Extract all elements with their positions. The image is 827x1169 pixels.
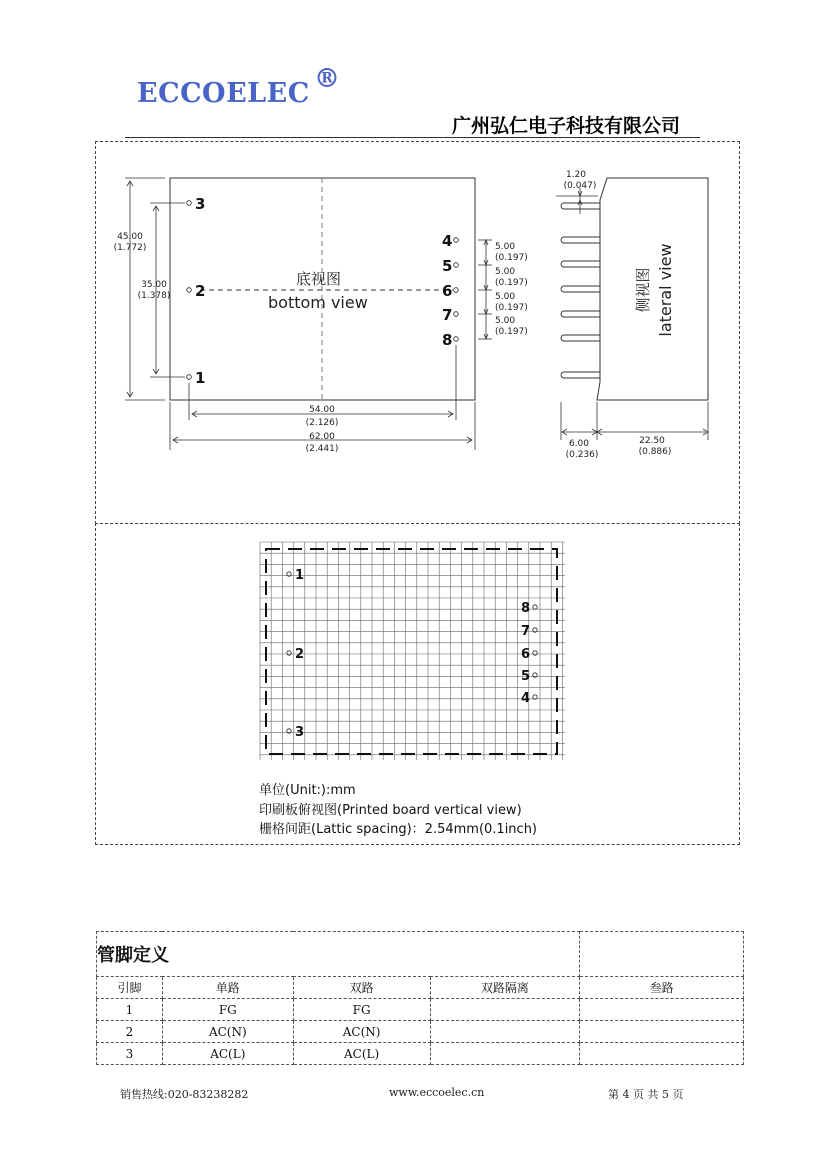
gap-1-mm: 5.00 [495,242,516,252]
gap-4-in: (0.197) [495,327,528,337]
pcb-pin-7-label: 7 [521,624,531,639]
caption-grid: 栅格间距(Lattic spacing)：2.54mm(0.1inch) [259,822,538,837]
lateral-pin-len-mm: 6.00 [568,439,590,449]
pin-6-marker [454,288,459,293]
pitch-dim-in: (1.378) [137,291,171,301]
pcb-pin-6-marker [533,651,537,655]
lateral-body-mm: 22.50 [639,436,665,446]
pin-8-marker [454,337,459,342]
pcb-layout-diagram [0,520,827,820]
span-dim-in: (2.126) [305,418,339,428]
lateral-pins [561,203,600,378]
table-cell [430,1043,580,1065]
pcb-pin-6-label: 6 [521,647,531,662]
pin-3-marker [187,201,192,206]
table-cell [430,999,580,1021]
gap-3-in: (0.197) [495,303,528,313]
pin-4-marker [454,238,459,243]
pin-7-marker [454,312,459,317]
table-cell: FG [162,999,293,1021]
width-dim-in: (2.441) [305,444,339,454]
footer-website[interactable]: www.eccoelec.cn [389,1086,485,1099]
width-dim-mm: 62.00 [309,432,335,442]
pcb-pin-8-marker [533,605,537,609]
bottom-view-title-en: bottom view [268,293,368,312]
table-cell: 3 [97,1043,163,1065]
pin-4-label: 4 [442,232,453,250]
table-cell: 2 [97,1021,163,1043]
table-title-blank-cell [580,932,744,977]
company-name: 广州弘仁电子科技有限公司 [452,115,681,137]
pin-7-label: 7 [442,306,453,324]
pin-8-label: 8 [442,331,453,349]
pcb-pin-5-label: 5 [521,669,531,684]
table-cell: AC(L) [162,1043,293,1065]
table-cell: AC(L) [293,1043,430,1065]
table-cell [580,1043,744,1065]
table-row [97,999,744,1021]
pcb-pin-1-label: 1 [295,568,305,583]
lateral-view-title-en: lateral view [656,243,675,337]
brand-logo: ECCOELEC [137,78,310,109]
table-cell: FG [293,999,430,1021]
pcb-pin-2-label: 2 [295,647,305,662]
table-cell: 1 [97,999,163,1021]
pin-1-marker [187,375,192,380]
lateral-body-in: (0.886) [638,447,672,457]
footer-page-number: 第 4 页 共 5 页 [608,1088,684,1101]
table-title-row [97,932,744,977]
header-dual-isolated: 双路隔离 [430,977,580,999]
table-title: 管脚定义 [97,932,580,977]
span-dim-mm: 54.00 [309,405,335,415]
pin-5-marker [454,263,459,268]
header-pin: 引脚 [97,977,163,999]
lateral-view-title-cn: 侧视图 [634,267,652,313]
pitch-dim-mm: 35.00 [141,280,167,290]
lateral-view-body [597,178,708,400]
table-row [97,1021,744,1043]
mechanical-drawing [0,0,827,520]
pcb-pin-3-label: 3 [295,725,305,740]
caption-view: 印刷板俯视图(Printed board vertical view) [259,803,522,818]
pin-1-label: 1 [195,369,206,387]
table-cell [580,1021,744,1043]
bottom-view-title-cn: 底视图 [296,270,342,288]
pin-definition-table [96,931,744,1065]
pcb-pin-4-label: 4 [521,691,531,706]
footer-hotline: 销售热线:020-83238282 [120,1088,249,1101]
lateral-pin-len-in: (0.236) [565,450,599,460]
module-outline [266,549,557,754]
gap-3-mm: 5.00 [495,292,516,302]
table-cell [430,1021,580,1043]
table-cell [580,999,744,1021]
gap-2-in: (0.197) [495,278,528,288]
gap-4-mm: 5.00 [495,316,516,326]
header-triple: 叁路 [580,977,744,999]
lateral-top-in: (0.047) [563,181,597,191]
caption-unit: 单位(Unit:):mm [259,783,356,798]
lateral-top-mm: 1.20 [565,170,587,180]
gap-2-mm: 5.00 [495,267,516,277]
table-header-row [97,977,744,999]
grid-lines [260,542,565,760]
header-single: 单路 [162,977,293,999]
pin-2-marker [187,288,192,293]
header-dual: 双路 [293,977,430,999]
registered-mark: ® [314,64,340,94]
pin-3-label: 3 [195,195,206,213]
pin-6-label: 6 [442,282,453,300]
pcb-pin-2-marker [287,651,291,655]
pin-2-label: 2 [195,282,206,300]
table-row [97,1043,744,1065]
height-dim-in: (1.772) [113,243,147,253]
pin-5-label: 5 [442,257,453,275]
height-dim-mm: 45.00 [117,232,143,242]
table-cell: AC(N) [293,1021,430,1043]
gap-1-in: (0.197) [495,253,528,263]
table-cell: AC(N) [162,1021,293,1043]
pcb-pin-8-label: 8 [521,601,531,616]
